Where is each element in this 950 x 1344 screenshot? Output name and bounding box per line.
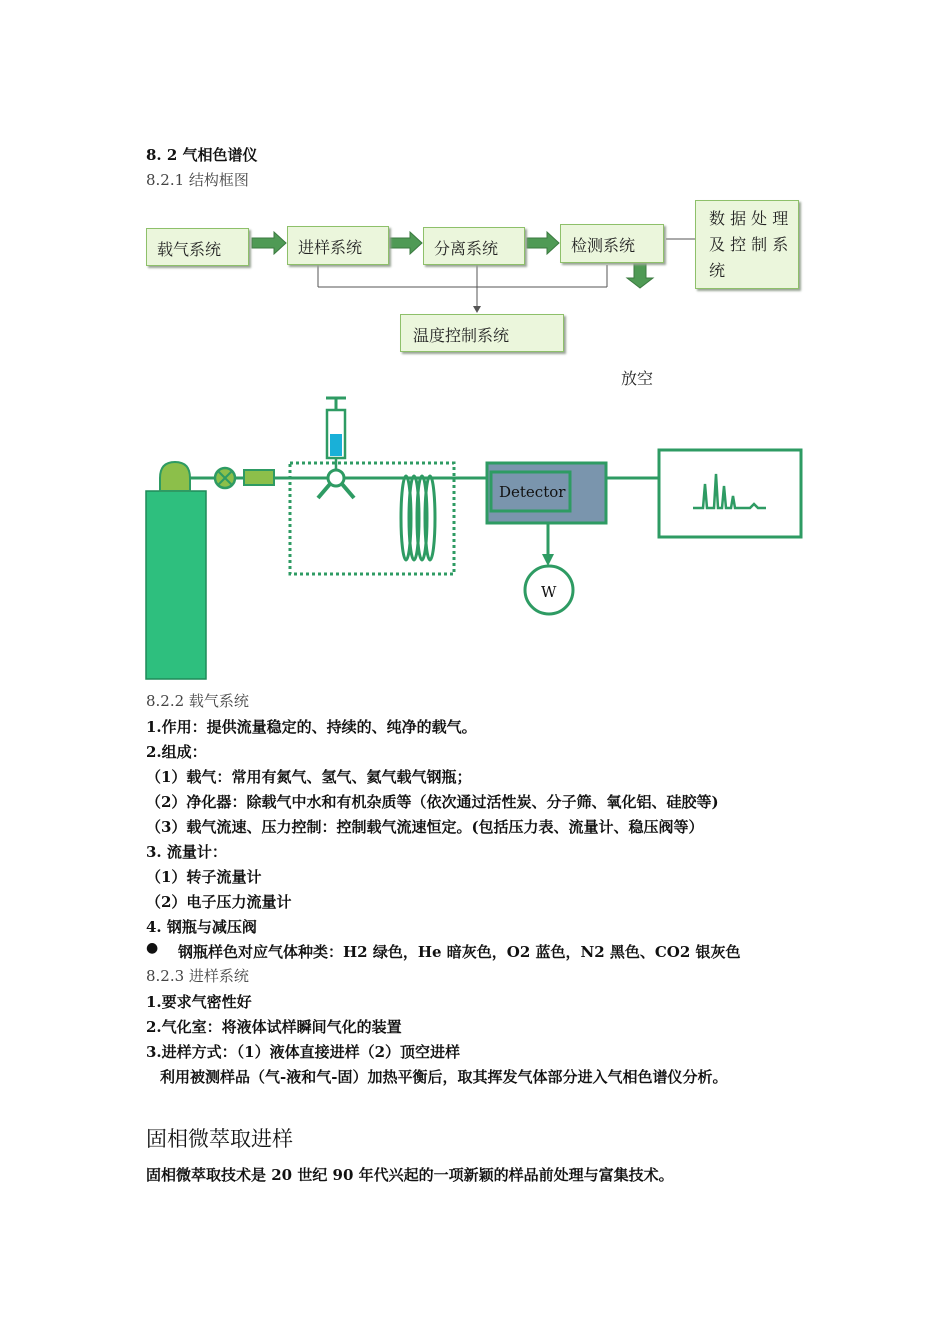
detection-system-label: 检测系统 — [571, 236, 636, 255]
gas-cylinder-icon — [146, 462, 206, 679]
carrier-line-10: 钢瓶样色对应气体种类：H2 绿色，He 暗灰色，O2 蓝色，N2 黑色、CO2 银灰色 — [178, 943, 741, 961]
syringe-icon — [326, 398, 346, 470]
spme-text: 固相微萃取技术是 20 世纪 90 年代兴起的一项新颖的样品前处理与富集技术。 — [146, 1166, 674, 1184]
carrier-line-6: 3. 流量计： — [146, 843, 227, 861]
carrier-line-1: 1.作用：提供流量稳定的、持续的、纯净的载气。 — [146, 718, 477, 736]
purifier-icon — [244, 470, 274, 485]
injection-line-3: 3.进样方式：（1）液体直接进样（2）顶空进样 — [146, 1043, 461, 1061]
injection-line-4: 利用被测样品（气-液和气-固）加热平衡后，取其挥发气体部分进入气相色谱仪分析。 — [160, 1068, 728, 1086]
recorder-box — [659, 450, 801, 537]
column-coil-icon — [401, 476, 435, 560]
data-control-label-line1: 数 据 处 理 — [709, 209, 789, 228]
carrier-line-5: （3）载气流速、压力控制：控制载气流速恒定。(包括压力表、流量计、稳压阀等） — [146, 818, 704, 836]
data-control-label-line2: 及 控 制 系 — [709, 235, 789, 254]
injection-line-1: 1.要求气密性好 — [146, 993, 252, 1011]
arrow-to-w — [542, 554, 554, 566]
carrier-line-4: （2）净化器：除载气中水和有机杂质等（依次通过活性炭、分子筛、氧化铝、硅胶等) — [146, 793, 719, 811]
carrier-section-heading: 8.2.2 载气系统 — [146, 692, 249, 710]
injection-system-label: 进样系统 — [298, 238, 363, 257]
subsection-structure-heading: 8.2.1 结构框图 — [146, 171, 249, 189]
data-control-label-line3: 统 — [709, 261, 726, 280]
w-label: W — [541, 583, 557, 601]
section-title: 8. 2 气相色谱仪 — [146, 146, 258, 164]
temperature-control-label: 温度控制系统 — [413, 326, 510, 345]
carrier-line-8: （2）电子压力流量计 — [146, 893, 292, 911]
carrier-system-label: 载气系统 — [157, 240, 222, 259]
bullet-icon: ● — [146, 940, 159, 956]
vent-label: 放空 — [621, 369, 654, 388]
injector-port-icon — [318, 470, 354, 498]
separation-system-label: 分离系统 — [434, 239, 499, 258]
valve-icon — [215, 468, 235, 488]
carrier-line-2: 2.组成： — [146, 743, 207, 761]
carrier-line-3: （1）载气：常用有氮气、氢气、氦气载气钢瓶； — [146, 768, 472, 786]
injection-section-heading: 8.2.3 进样系统 — [146, 967, 249, 985]
injection-line-2: 2.气化室：将液体试样瞬间气化的装置 — [146, 1018, 402, 1036]
carrier-line-7: （1）转子流量计 — [146, 868, 262, 886]
carrier-line-9: 4. 钢瓶与减压阀 — [146, 918, 257, 936]
spme-title: 固相微萃取进样 — [146, 1127, 293, 1151]
detector-label: Detector — [499, 483, 566, 501]
